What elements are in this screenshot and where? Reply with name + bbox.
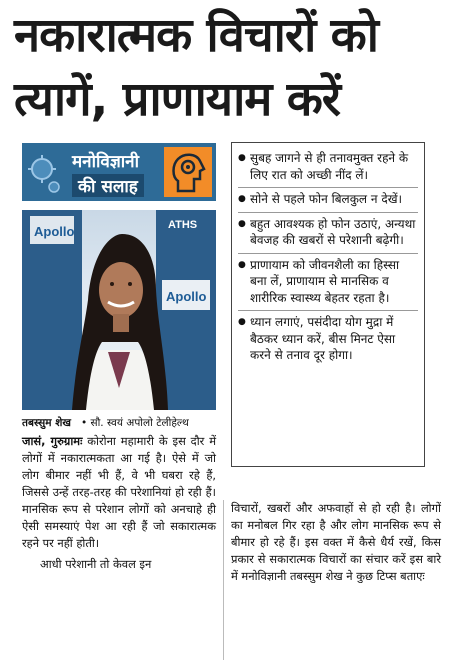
tip-item: ● सुबह जागने से ही तनावमुक्त रहने के लिए रात को अच्छी नींद लें। (238, 147, 418, 188)
article-paragraph-1 (22, 433, 216, 552)
column-divider (223, 500, 224, 660)
banner-title: मनोविज्ञानी (72, 152, 139, 172)
signage-text-3: ATHS (168, 219, 198, 231)
article-column-right (231, 500, 441, 585)
article-column-left (22, 433, 216, 573)
tip-item: ● सोने से पहले फोन बिलकुल न देखें। (238, 188, 418, 213)
signage-text-2: Apollo (166, 289, 207, 304)
caption-credit: • सौ. स्वयं अपोलो टेलीहेल्थ (80, 417, 189, 429)
headline-line-1: नकारात्मक विचारों को (14, 8, 378, 63)
headline (14, 4, 444, 132)
article-paragraph-2: आधी परेशानी तो केवल इन (40, 557, 152, 571)
caption-name: तबस्सुम शेख (22, 417, 71, 429)
tip-item: ● ध्यान लगाएं, पसंदीदा योग मुद्रा में बैठकर ध्यान करें, बीस मिनट ऐसा करने से तनाव दूर होगा। (238, 311, 418, 368)
article-body-1: कोरोना महामारी के इस दौर में लोगों में नकारात्मकता आ गई है। ऐसे में जो लोग बीमार नहीं भी हैं, वे भी घबरा रहे हैं, जिससे उन्हें तरह-तरह की परेशानियां हो रही हैं। मानसिक रूप से परेशान लोगों को अनचाहे ही ऐसी समस्याएं पेश आ रही हैं जो सकारात्मक रहने पर नहीं होती। (22, 434, 217, 550)
tip-item: ● प्राणायाम को जीवनशैली का हिस्सा बना लें, प्राणायाम से मानसिक व शारीरिक स्वास्थ्य बेहतर रहता है। (238, 254, 418, 312)
signage-text-1: Apollo (34, 224, 75, 239)
banner-subtitle: की सलाह (72, 174, 144, 197)
tips-box (231, 142, 425, 467)
headline-line-2: त्यागें, प्राणायाम करें (14, 72, 341, 127)
portrait-photo (22, 210, 216, 410)
tip-item: ● बहुत आवश्यक हो फोन उठाएं, अन्यथा बेवजह की खबरों से परेशानी बढ़ेगी। (238, 213, 418, 254)
column-banner (22, 143, 216, 201)
head-profile-icon (164, 147, 212, 197)
article-paragraph-3: विचारों, खबरों और अफवाहों से हो रही है। लोगों का मनोबल गिर रहा है और लोग मानसिक रूप से बीमार हो रहे हैं। इस वक्त में कैसे धैर्य रखें, किस प्रकार से सकारात्मक विचारों का संचार करें इस बारे में मनोविज्ञानी तबस्सुम शेख ने कुछ टिप्स बताएः (231, 501, 441, 583)
photo-caption (22, 416, 222, 430)
article-dateline: जासं, गुरुग्रामः (22, 434, 83, 448)
virus-icon (24, 147, 66, 197)
